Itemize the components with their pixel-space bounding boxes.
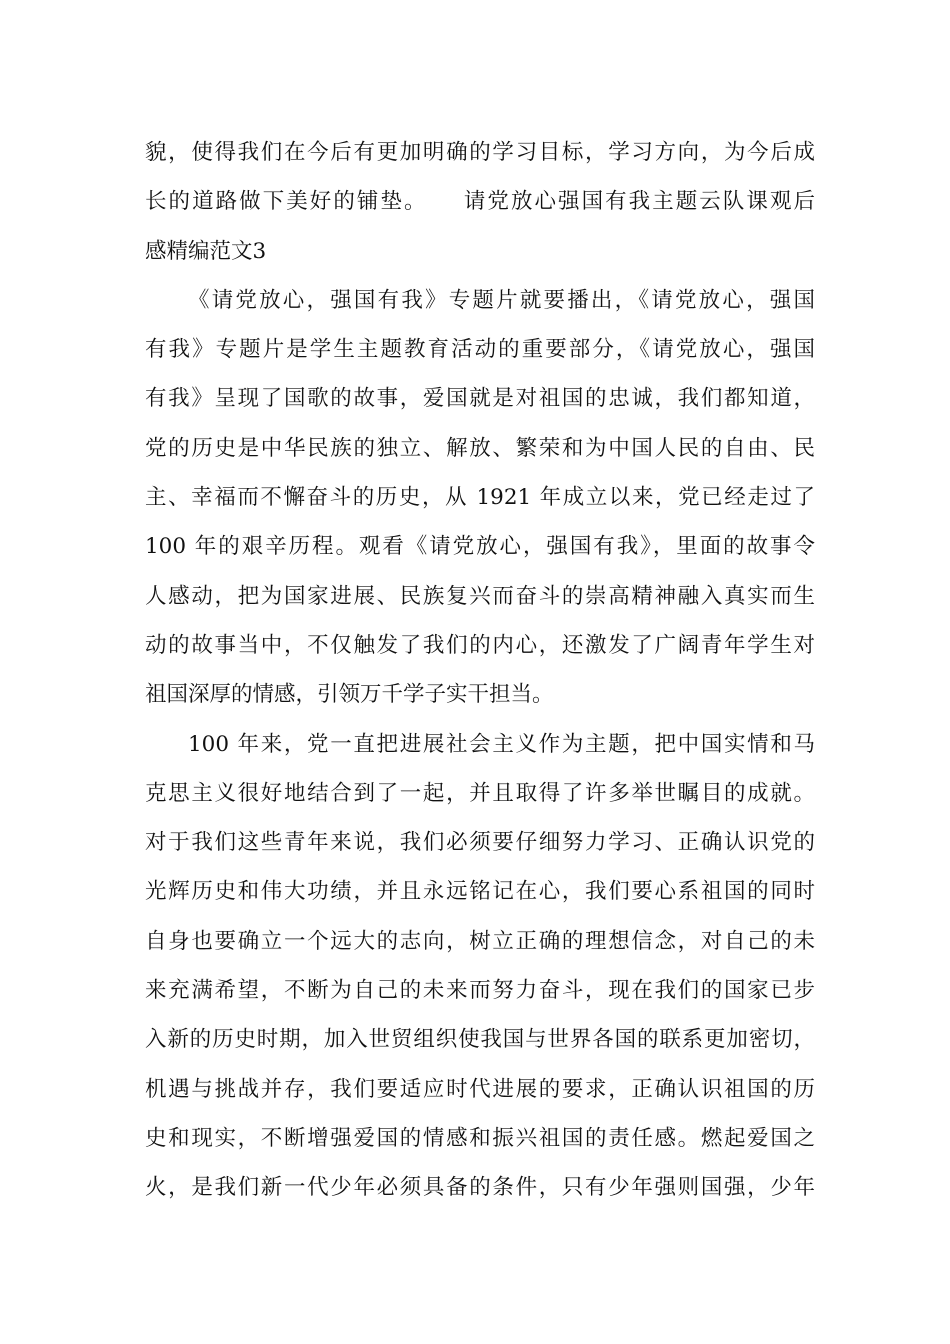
- text-line: 100 年的艰辛历程。观看《请党放心，强国有我》，里面的故事令: [145, 534, 815, 560]
- text-line: 机遇与挑战并存，我们要适应时代进展的要求，正确认识祖国的历: [145, 1076, 815, 1102]
- text-line: 党的历史是中华民族的独立、解放、繁荣和为中国人民的自由、民: [145, 435, 815, 461]
- text-line: 对于我们这些青年来说，我们必须要仔细努力学习、正确认识党的: [145, 830, 815, 856]
- text-line: 火，是我们新一代少年必须具备的条件，只有少年强则国强，少年: [145, 1175, 815, 1201]
- text-line: 自身也要确立一个远大的志向，树立正确的理想信念，对自己的未: [145, 928, 815, 954]
- text-line: 光辉历史和伟大功绩，并且永远铭记在心，我们要心系祖国的同时: [145, 879, 815, 905]
- text-line: 有我》呈现了国歌的故事，爱国就是对祖国的忠诚，我们都知道，: [145, 386, 815, 412]
- text-line: 貌，使得我们在今后有更加明确的学习目标，学习方向，为今后成: [145, 140, 815, 165]
- text-line: 入新的历史时期，加入世贸组织使我国与世界各国的联系更加密切，: [145, 1027, 815, 1053]
- body-text: [145, 128, 815, 1213]
- text-line: 有我》专题片是学生主题教育活动的重要部分，《请党放心，强国: [145, 337, 815, 363]
- text-line: 史和现实，不断增强爱国的情感和振兴祖国的责任感。燃起爱国之: [145, 1125, 815, 1151]
- paragraph-first-line: 100 年来，党一直把进展社会主义作为主题，把中国实情和马: [188, 731, 815, 757]
- text-line: 动的故事当中，不仅触发了我们的内心，还激发了广阔青年学生对: [145, 632, 815, 658]
- paragraph-first-line: 《请党放心，强国有我》专题片就要播出，《请党放心，强国: [188, 287, 815, 313]
- text-line: 人感动，把为国家进展、民族复兴而奋斗的崇高精神融入真实而生: [145, 583, 815, 609]
- text-line: 主、幸福而不懈奋斗的历史，从 1921 年成立以来，党已经走过了: [145, 485, 815, 511]
- text-line: 感精编范文3: [145, 238, 267, 264]
- text-line: 克思主义很好地结合到了一起，并且取得了许多举世瞩目的成就。: [145, 780, 815, 806]
- text-line: 长的道路做下美好的铺垫。 请党放心强国有我主题云队课观后: [145, 189, 815, 215]
- text-line: 祖国深厚的情感，引领万千学子实干担当。: [145, 682, 554, 708]
- text-line: 来充满希望，不断为自己的未来而努力奋斗，现在我们的国家已步: [145, 978, 815, 1004]
